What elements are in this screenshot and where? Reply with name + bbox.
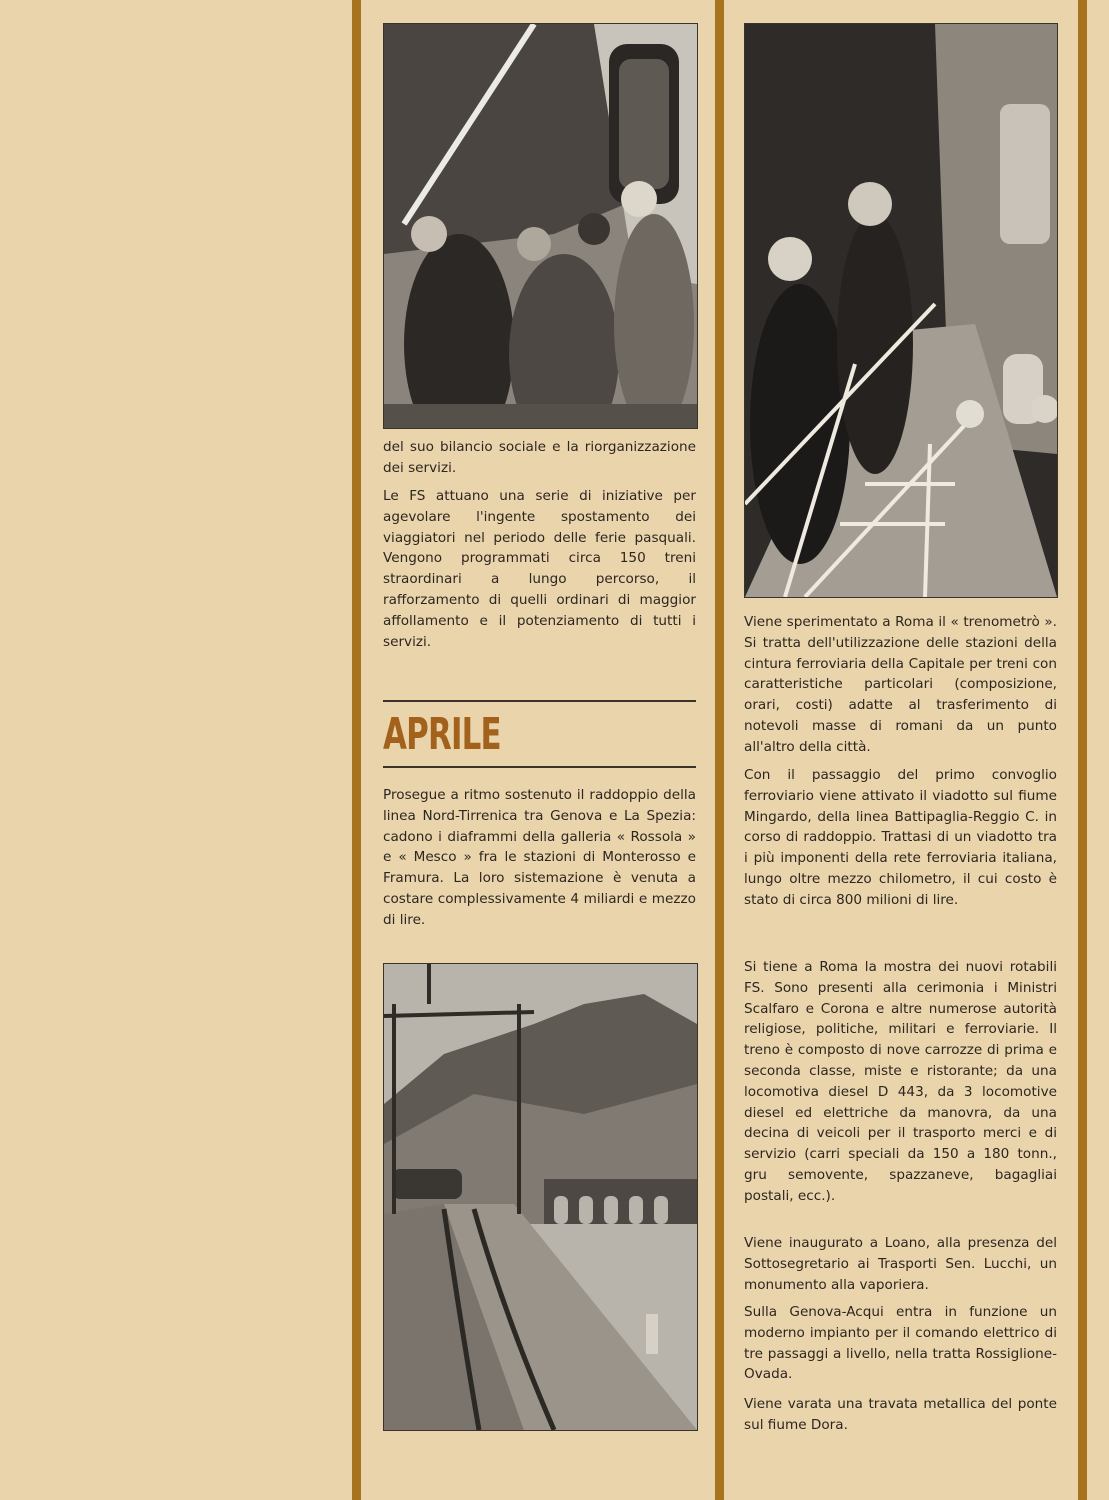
section-heading: APRILE [383, 709, 501, 760]
crowd-boarding-train-photo [383, 23, 698, 429]
right-paragraph-1: Viene sperimentato a Roma il « trenometrò ». Si tratta dell'utilizzazione delle stazioni della cintura ferroviaria della Capitale per treni con caratteristiche particolari (composizione, orari, costi) adatte al trasferimento di notevoli masse di romani da un punto all'altro della città. [744, 614, 1057, 755]
right-paragraph-4: Viene inaugurato a Loano, alla presenza del Sottosegretario ai Trasporti Sen. Lucchi, un monumento alla vaporiera. [744, 1235, 1057, 1293]
right-paragraph-2: Con il passaggio del primo convoglio ferroviario viene attivato il viadotto sul fiume Mingardo, della linea Battipaglia-Reggio C. in corso di raddoppio. Trattasi di un viadotto tra i più imponenti della rete ferroviaria italiana, lungo oltre mezzo chilometro, il cui costo è stato di circa 800 milioni di lire. [744, 767, 1057, 908]
right-border-bar [1078, 0, 1087, 1500]
left-border-bar [352, 0, 361, 1500]
right-paragraph-3: Si tiene a Roma la mostra dei nuovi rotabili FS. Sono presenti alla cerimonia i Ministri Scalfaro e Corona e altre numerose autorità religiose, politiche, militari e ferroviarie. Il treno è composto di nove carrozze di prima e seconda classe, miste e ristorante; da una locomotiva diesel D 443, da 3 locomotive diesel ed elettriche da manovra, da una decina di veicoli per il trasporto merci e di servizio (carri speciali da 150 a 180 tonn., gru semovente, spazzaneve, bagagliai postali, ecc.). [744, 959, 1057, 1204]
left-paragraph-1: del suo bilancio sociale e la riorganizzazione dei servizi. [383, 439, 696, 476]
right-paragraph-5: Sulla Genova-Acqui entra in funzione un moderno impianto per il comando elettrico di tre passaggi a livello, nella tratta Rossiglione-Ovada. [744, 1304, 1057, 1383]
right-paragraph-6: Viene varata una travata metallica del ponte sul fiume Dora. [744, 1396, 1057, 1433]
left-paragraph-2: Le FS attuano una serie di iniziative per agevolare l'ingente spostamento dei viaggiatori nel periodo delle ferie pasquali. Vengono programmati circa 150 treni straordinari a lungo percorso, il rafforzamento di quelli ordinari di maggior affollamento e il potenziamento di tutti i servizi. [383, 488, 696, 650]
heading-rule-top [383, 700, 696, 702]
officials-descending-locomotive-stairs-photo [744, 23, 1058, 598]
center-border-bar [715, 0, 724, 1500]
heading-rule-bottom [383, 766, 696, 768]
left-section-paragraph: Prosegue a ritmo sostenuto il raddoppio della linea Nord-Tirrenica tra Genova e La Spezia: cadono i diaframmi della galleria « Rossola » e « Mesco » fra le stazioni di Monterosso e Framura. La loro sistemazione è venuta a costare complessivamente 4 miliardi e mezzo di lire. [383, 787, 696, 928]
railway-track-and-viaduct-photo [383, 963, 698, 1431]
